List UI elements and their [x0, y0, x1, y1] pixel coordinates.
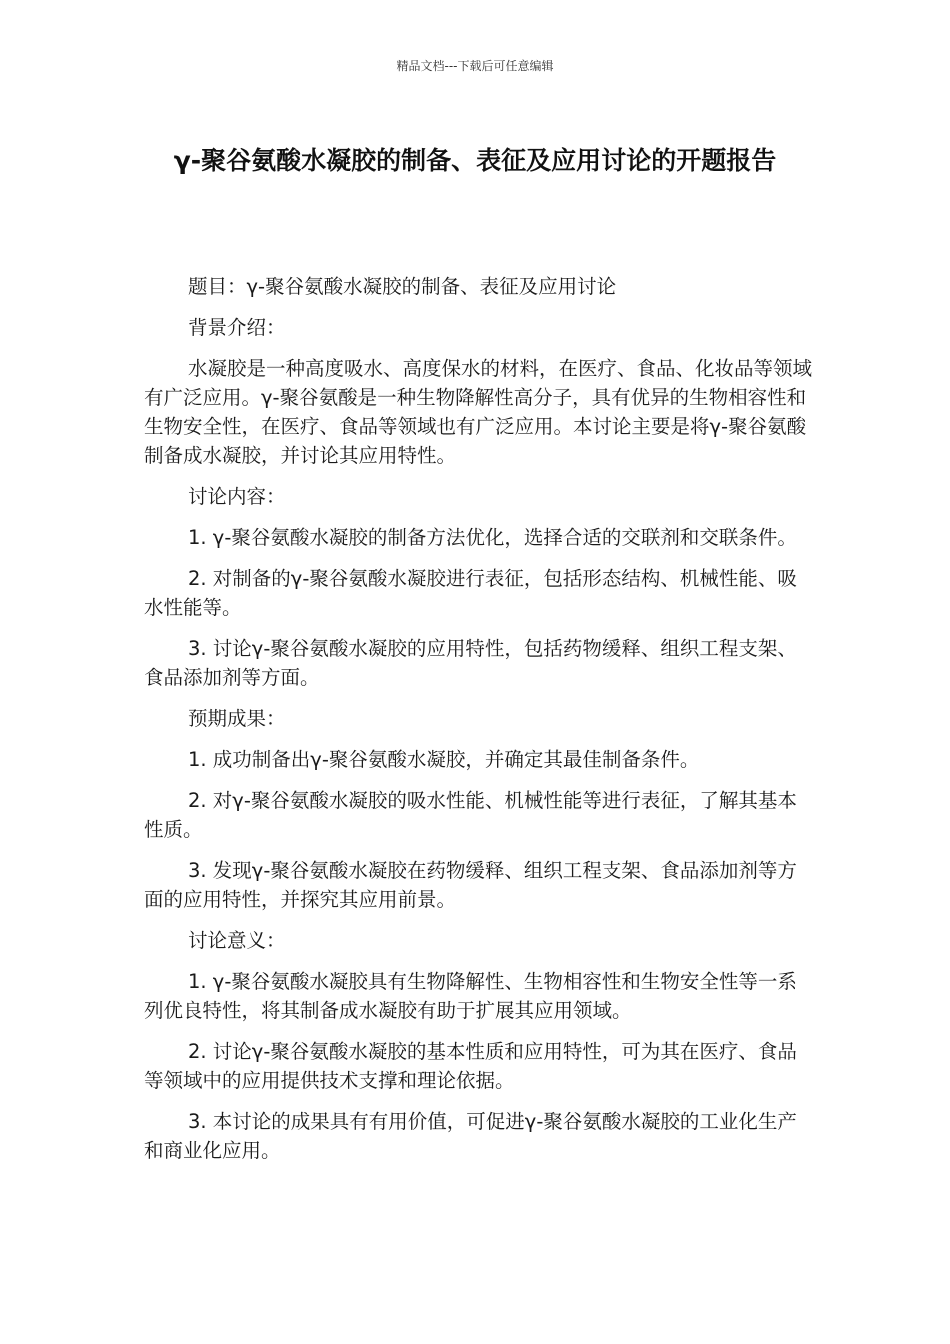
content-item: 3. 讨论γ-聚谷氨酸水凝胶的应用特性，包括药物缓释、组织工程支架、食品添加剂等方面。 — [144, 637, 797, 689]
significance-item: 3. 本讨论的成果具有有用价值，可促进γ-聚谷氨酸水凝胶的工业化生产和商业化应用。 — [144, 1110, 797, 1162]
expected-result-item: 2. 对γ-聚谷氨酸水凝胶的吸水性能、机械性能等进行表征，了解其基本性质。 — [144, 789, 797, 841]
document-body — [144, 272, 812, 1177]
topic-line: 题目：γ-聚谷氨酸水凝胶的制备、表征及应用讨论 — [188, 275, 617, 298]
background-paragraph: 水凝胶是一种高度吸水、高度保水的材料，在医疗、食品、化妆品等领域有广泛应用。γ-聚谷氨酸是一种生物降解性高分子，具有优异的生物相容性和生物安全性，在医疗、食品等领域也有广泛应用。本讨论主要是将γ-聚谷氨酸制备成水凝胶，并讨论其应用特性。 — [144, 357, 813, 467]
section-heading-expected-results: 预期成果： — [188, 707, 286, 730]
expected-result-item: 1. 成功制备出γ-聚谷氨酸水凝胶，并确定其最佳制备条件。 — [188, 748, 700, 771]
section-heading-significance: 讨论意义： — [188, 929, 286, 952]
expected-result-item: 3. 发现γ-聚谷氨酸水凝胶在药物缓释、组织工程支架、食品添加剂等方面的应用特性，并探究其应用前景。 — [144, 859, 797, 911]
content-item: 1. γ-聚谷氨酸水凝胶的制备方法优化，选择合适的交联剂和交联条件。 — [188, 526, 797, 549]
document-title: γ-聚谷氨酸水凝胶的制备、表征及应用讨论的开题报告 — [173, 146, 777, 175]
page-header-note: 精品文档---下载后可任意编辑 — [396, 59, 554, 73]
content-item: 2. 对制备的γ-聚谷氨酸水凝胶进行表征，包括形态结构、机械性能、吸水性能等。 — [144, 567, 797, 619]
section-heading-content: 讨论内容： — [188, 485, 286, 508]
significance-item: 2. 讨论γ-聚谷氨酸水凝胶的基本性质和应用特性，可为其在医疗、食品等领域中的应用提供技术支撑和理论依据。 — [144, 1040, 797, 1092]
section-heading-background: 背景介绍： — [188, 316, 286, 339]
significance-item: 1. γ-聚谷氨酸水凝胶具有生物降解性、生物相容性和生物安全性等一系列优良特性，将其制备成水凝胶有助于扩展其应用领域。 — [144, 970, 797, 1022]
